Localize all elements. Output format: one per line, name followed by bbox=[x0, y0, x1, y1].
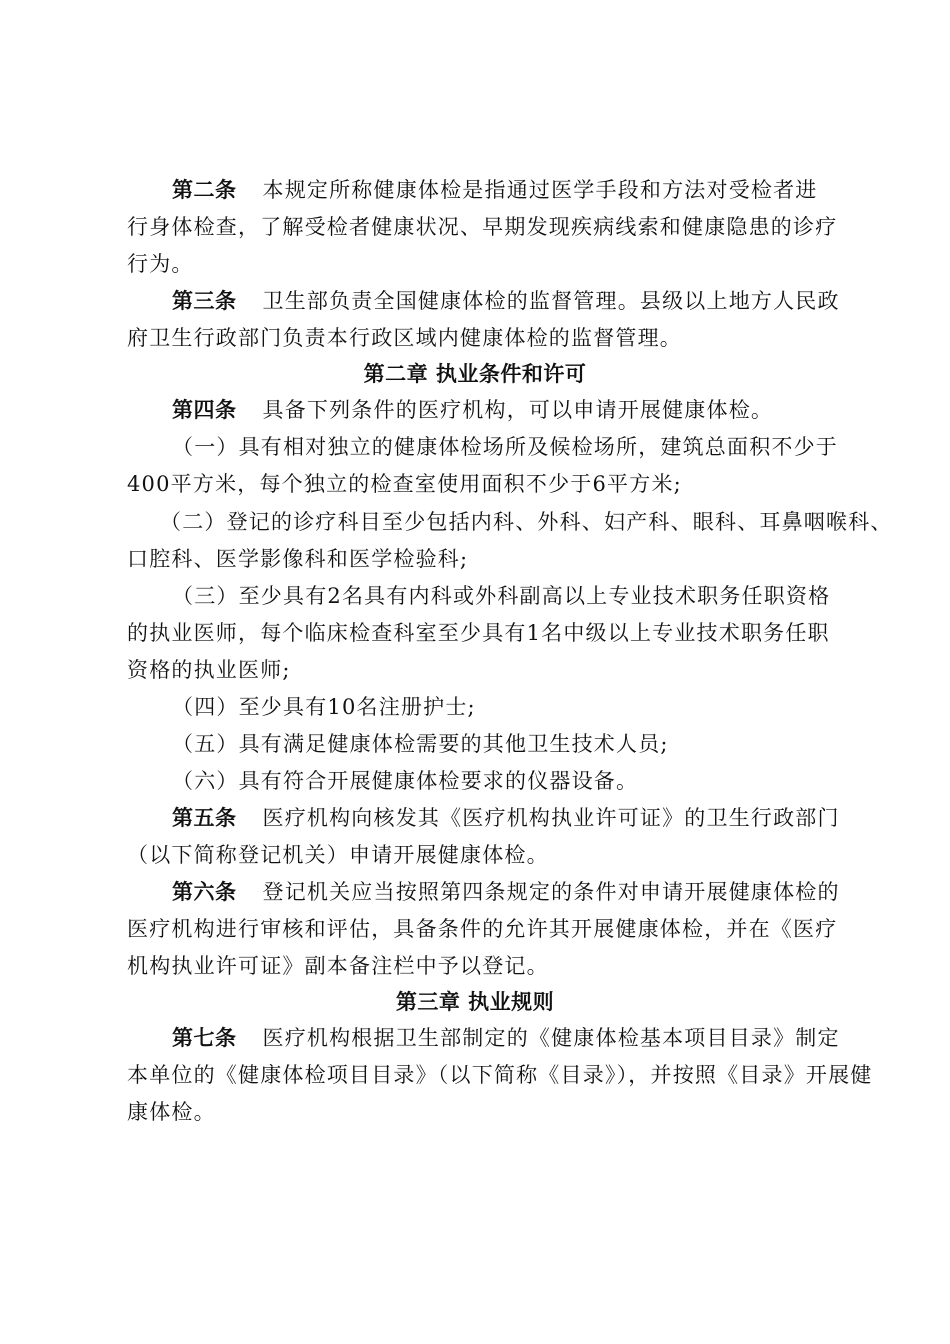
article-3-text: 卫生部负责全国健康体检的监督管理。县级以上地方人民政 bbox=[262, 289, 840, 313]
article-2-label: 第二条 bbox=[172, 178, 237, 202]
article-4-item-2-line-1: （二）登记的诊疗科目至少包括内科、外科、妇产科、眼科、耳鼻咽喉科、 bbox=[160, 510, 893, 534]
article-3-line-1 bbox=[172, 283, 840, 319]
article-6-line-1 bbox=[172, 874, 840, 910]
article-5-text: 医疗机构向核发其《医疗机构执业许可证》的卫生行政部门 bbox=[262, 806, 840, 830]
article-2-line-1 bbox=[172, 172, 818, 208]
article-7-label: 第七条 bbox=[172, 1026, 237, 1050]
article-4-item-1-line-1: （一）具有相对独立的健康体检场所及候检场所，建筑总面积不少于 bbox=[172, 435, 838, 459]
article-4-item-6: （六）具有符合开展健康体检要求的仪器设备。 bbox=[172, 769, 639, 793]
article-5-line-2: （以下简称登记机关）申请开展健康体检。 bbox=[127, 843, 549, 867]
article-4-item-3-line-2: 的执业医师，每个临床检查科室至少具有1名中级以上专业技术职务任职 bbox=[127, 621, 830, 645]
article-4-text: 具备下列条件的医疗机构，可以申请开展健康体检。 bbox=[262, 398, 774, 422]
article-2-line-2: 行身体检查，了解受检者健康状况、早期发现疾病线索和健康隐患的诊疗 bbox=[127, 215, 838, 239]
article-2-line-3: 行为。 bbox=[127, 252, 194, 276]
article-3-line-2: 府卫生行政部门负责本行政区域内健康体检的监督管理。 bbox=[127, 326, 682, 350]
chapter-2-heading: 第二章 执业条件和许可 bbox=[363, 362, 587, 386]
article-5-line-1 bbox=[172, 800, 840, 836]
article-4-item-1-line-2: 400平方米，每个独立的检查室使用面积不少于6平方米; bbox=[127, 472, 682, 496]
article-5-label: 第五条 bbox=[172, 806, 237, 830]
article-4-item-5: （五）具有满足健康体检需要的其他卫生技术人员; bbox=[172, 732, 669, 756]
article-4-item-3-line-3: 资格的执业医师; bbox=[127, 658, 291, 682]
article-7-line-2: 本单位的《健康体检项目目录》（以下简称《目录》），并按照《目录》开展健 bbox=[127, 1063, 873, 1087]
article-4-item-4: （四）至少具有10名注册护士; bbox=[172, 695, 476, 719]
article-6-label: 第六条 bbox=[172, 880, 237, 904]
article-6-line-2: 医疗机构进行审核和评估，具备条件的允许其开展健康体检，并在《医疗 bbox=[127, 917, 838, 941]
article-4-item-3-line-1: （三）至少具有2名具有内科或外科副高以上专业技术职务任职资格 bbox=[172, 584, 831, 608]
article-4-label: 第四条 bbox=[172, 398, 237, 422]
article-3-label: 第三条 bbox=[172, 289, 237, 313]
article-6-text: 登记机关应当按照第四条规定的条件对申请开展健康体检的 bbox=[262, 880, 840, 904]
article-7-line-3: 康体检。 bbox=[127, 1100, 216, 1124]
article-4-item-2-line-2: 口腔科、医学影像科和医学检验科; bbox=[127, 547, 469, 571]
article-4-line-1 bbox=[172, 392, 773, 428]
article-7-text: 医疗机构根据卫生部制定的《健康体检基本项目目录》制定 bbox=[262, 1026, 840, 1050]
chapter-3-heading: 第三章 执业规则 bbox=[395, 990, 555, 1014]
article-7-line-1 bbox=[172, 1020, 840, 1056]
article-6-line-3: 机构执业许可证》副本备注栏中予以登记。 bbox=[127, 954, 549, 978]
article-2-text: 本规定所称健康体检是指通过医学手段和方法对受检者进 bbox=[262, 178, 818, 202]
